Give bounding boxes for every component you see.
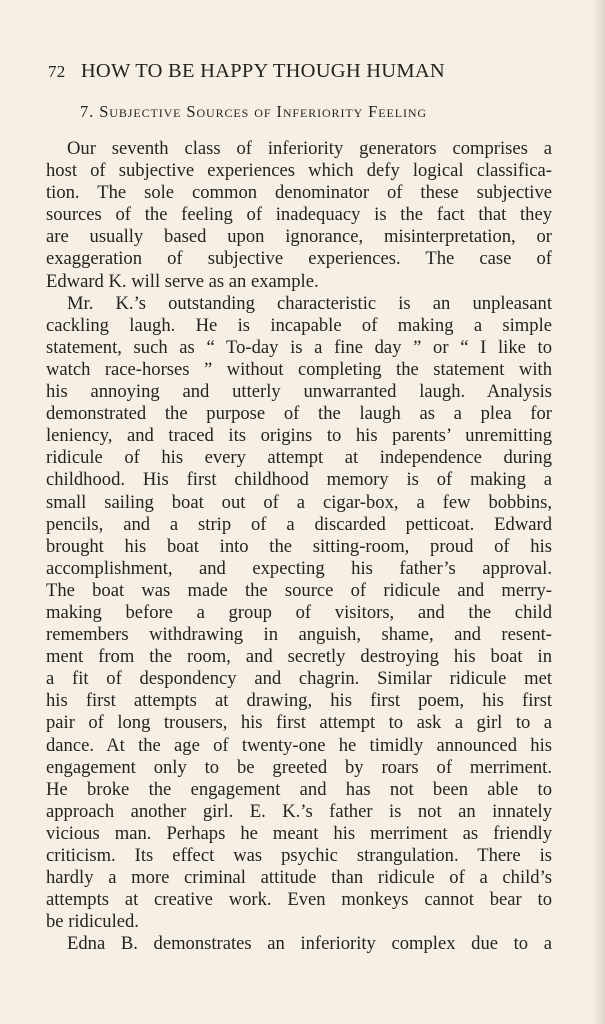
- text-line: cackling laugh. He is incapable of making a simple: [46, 314, 552, 336]
- text-line: vicious man. Perhaps he meant his merriment as friendly: [46, 822, 552, 844]
- text-line: remembers withdrawing in anguish, shame, and resent-: [46, 624, 552, 646]
- text-line: Edna B. demonstrates an inferiority complex due to a: [67, 933, 552, 955]
- text-line: are usually based upon ignorance, misinterpretation, or: [46, 226, 552, 248]
- text-line: brought his boat into the sitting-room, proud of his: [46, 535, 552, 557]
- text-line: host of subjective experiences which defy logical classifica-: [46, 160, 552, 182]
- text-line: watch race-horses ” without completing the statement with: [46, 358, 552, 380]
- text-line: leniency, and traced its origins to his parents’ unremitting: [46, 425, 552, 447]
- text-line: criticism. Its effect was psychic strangulation. There is: [46, 845, 552, 866]
- running-head: [48, 60, 548, 83]
- running-head-title: HOW TO BE HAPPY THOUGH HUMAN: [80, 60, 445, 82]
- text-line: childhood. His first childhood memory is of making a: [46, 469, 552, 491]
- section-heading: [80, 102, 550, 122]
- text-line: his first attempts at drawing, his first poem, his first: [46, 690, 552, 712]
- text-line: engagement only to be greeted by roars of merriment.: [46, 756, 552, 778]
- text-line: be ridiculed.: [46, 911, 139, 933]
- text-line: Our seventh class of inferiority generators comprises a: [67, 138, 552, 159]
- page-spine-shadow: [593, 0, 605, 1024]
- text-line: tion. The sole common denominator of these subjective: [46, 182, 552, 204]
- body-text: [46, 138, 552, 955]
- text-line: demonstrated the purpose of the laugh as a plea for: [46, 403, 552, 425]
- section-number: 7.: [80, 102, 95, 121]
- text-line: making before a group of visitors, and the child: [46, 601, 552, 623]
- text-line: his annoying and utterly unwarranted laugh. Analysis: [46, 381, 552, 403]
- text-line: sources of the feeling of inadequacy is the fact that they: [46, 204, 552, 226]
- text-line: dance. At the age of twenty-one he timidly announced his: [46, 734, 552, 756]
- text-line: a fit of despondency and chagrin. Similar ridicule met: [46, 668, 552, 690]
- text-line: Mr. K.’s outstanding characteristic is an unpleasant: [67, 292, 552, 314]
- text-line: small sailing boat out of a cigar-box, a few bobbins,: [46, 491, 552, 513]
- text-line: He broke the engagement and has not been able to: [46, 778, 552, 800]
- text-line: exaggeration of subjective experiences. The case of: [46, 248, 552, 270]
- text-line: pencils, and a strip of a discarded petticoat. Edward: [46, 513, 552, 535]
- text-line: Edward K. will serve as an example.: [46, 270, 319, 292]
- text-line: ridicule of his every attempt at independence during: [46, 447, 552, 469]
- text-line: The boat was made the source of ridicule and merry-: [46, 579, 552, 601]
- text-line: approach another girl. E. K.’s father is not an innately: [46, 800, 552, 822]
- text-line: statement, such as “ To-day is a fine day ” or “ I like to: [46, 336, 552, 358]
- text-line: hardly a more criminal attitude than ridicule of a child’s: [46, 867, 552, 889]
- section-title: Subjective Sources of Inferiority Feeling: [99, 102, 427, 121]
- page-number: 72: [48, 62, 66, 81]
- text-line: ment from the room, and secretly destroying his boat in: [46, 646, 552, 668]
- text-line: pair of long trousers, his first attempt to ask a girl to a: [46, 712, 552, 734]
- text-line: accomplishment, and expecting his father’s approval.: [46, 557, 552, 579]
- text-line: attempts at creative work. Even monkeys cannot bear to: [46, 889, 552, 911]
